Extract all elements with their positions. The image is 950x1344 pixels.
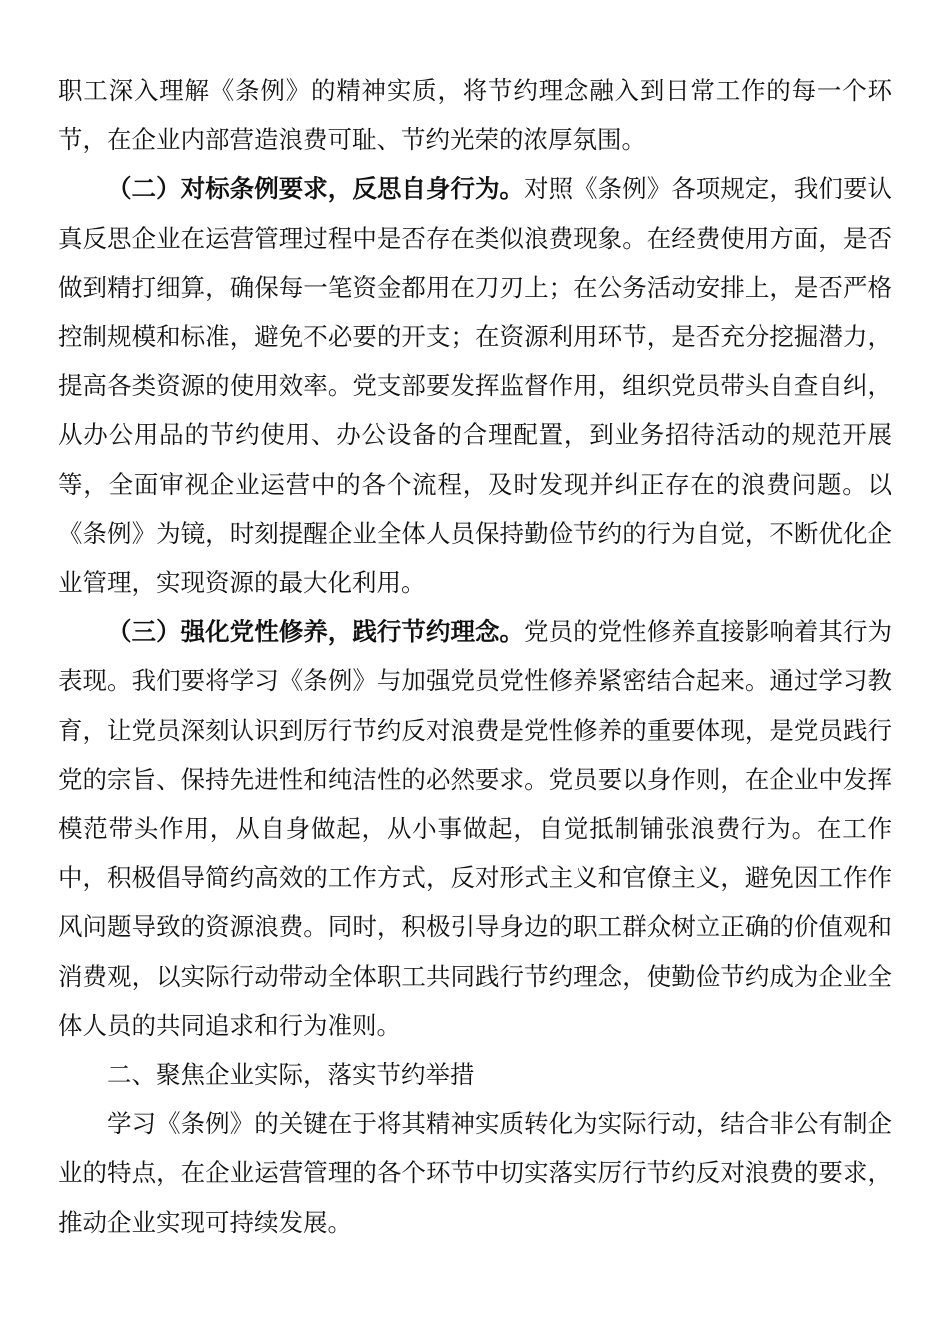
paragraph-text: 学习《条例》的关键在于将其精神实质转化为实际行动，结合非公有制企业的特点，在企业运营管理的各个环节中切实落实厉行节约反对浪费的要求，推动企业实现可持续发展。 — [58, 1109, 892, 1237]
paragraph-text: 对照《条例》各项规定，我们要认真反思企业在运营管理过程中是否存在类似浪费现象。在经费使用方面，是否做到精打细算，确保每一笔资金都用在刀刃上；在公务活动安排上，是否严格控制规模和标准，避免不必要的开支；在资源利用环节，是否充分挖掘潜力，提高各类资源的使用效率。党支部要发挥监督作用，组织党员带头自查自纠，从办公用品的节约使用、办公设备的合理配置，到业务招待活动的规范开展等，全面审视企业运营中的各个流程，及时发现并纠正存在的浪费问题。以《条例》为镜，时刻提醒企业全体人员保持勤俭节约的行为自觉，不断优化企业管理，实现资源的最大化利用。 — [58, 174, 892, 598]
paragraph-section-three — [58, 607, 892, 1050]
paragraph-continued — [58, 66, 892, 164]
document-page — [58, 66, 892, 1247]
paragraph-lead-bold: （二）对标条例要求，反思自身行为。 — [107, 174, 525, 204]
section-heading: 二、聚焦企业实际，落实节约举措 — [107, 1060, 475, 1090]
paragraph-text: 党员的党性修养直接影响着其行为表现。我们要将学习《条例》与加强党员党性修养紧密结合起来。通过学习教育，让党员深刻认识到厉行节约反对浪费是党性修养的重要体现，是党员践行党的宗旨、保持先进性和纯洁性的必然要求。党员要以身作则，在企业中发挥模范带头作用，从自身做起，从小事做起，自觉抵制铺张浪费行为。在工作中，积极倡导简约高效的工作方式，反对形式主义和官僚主义，避免因工作作风问题导致的资源浪费。同时，积极引导身边的职工群众树立正确的价值观和消费观，以实际行动带动全体职工共同践行节约理念，使勤俭节约成为企业全体人员的共同追求和行为准则。 — [58, 617, 892, 1040]
paragraph-lead-bold: （三）强化党性修养，践行节约理念。 — [107, 617, 525, 647]
paragraph-section-two — [58, 164, 892, 607]
paragraph-text: 职工深入理解《条例》的精神实质，将节约理念融入到日常工作的每一个环节，在企业内部营造浪费可耻、节约光荣的浓厚氛围。 — [58, 76, 892, 155]
paragraph-final — [58, 1099, 892, 1247]
